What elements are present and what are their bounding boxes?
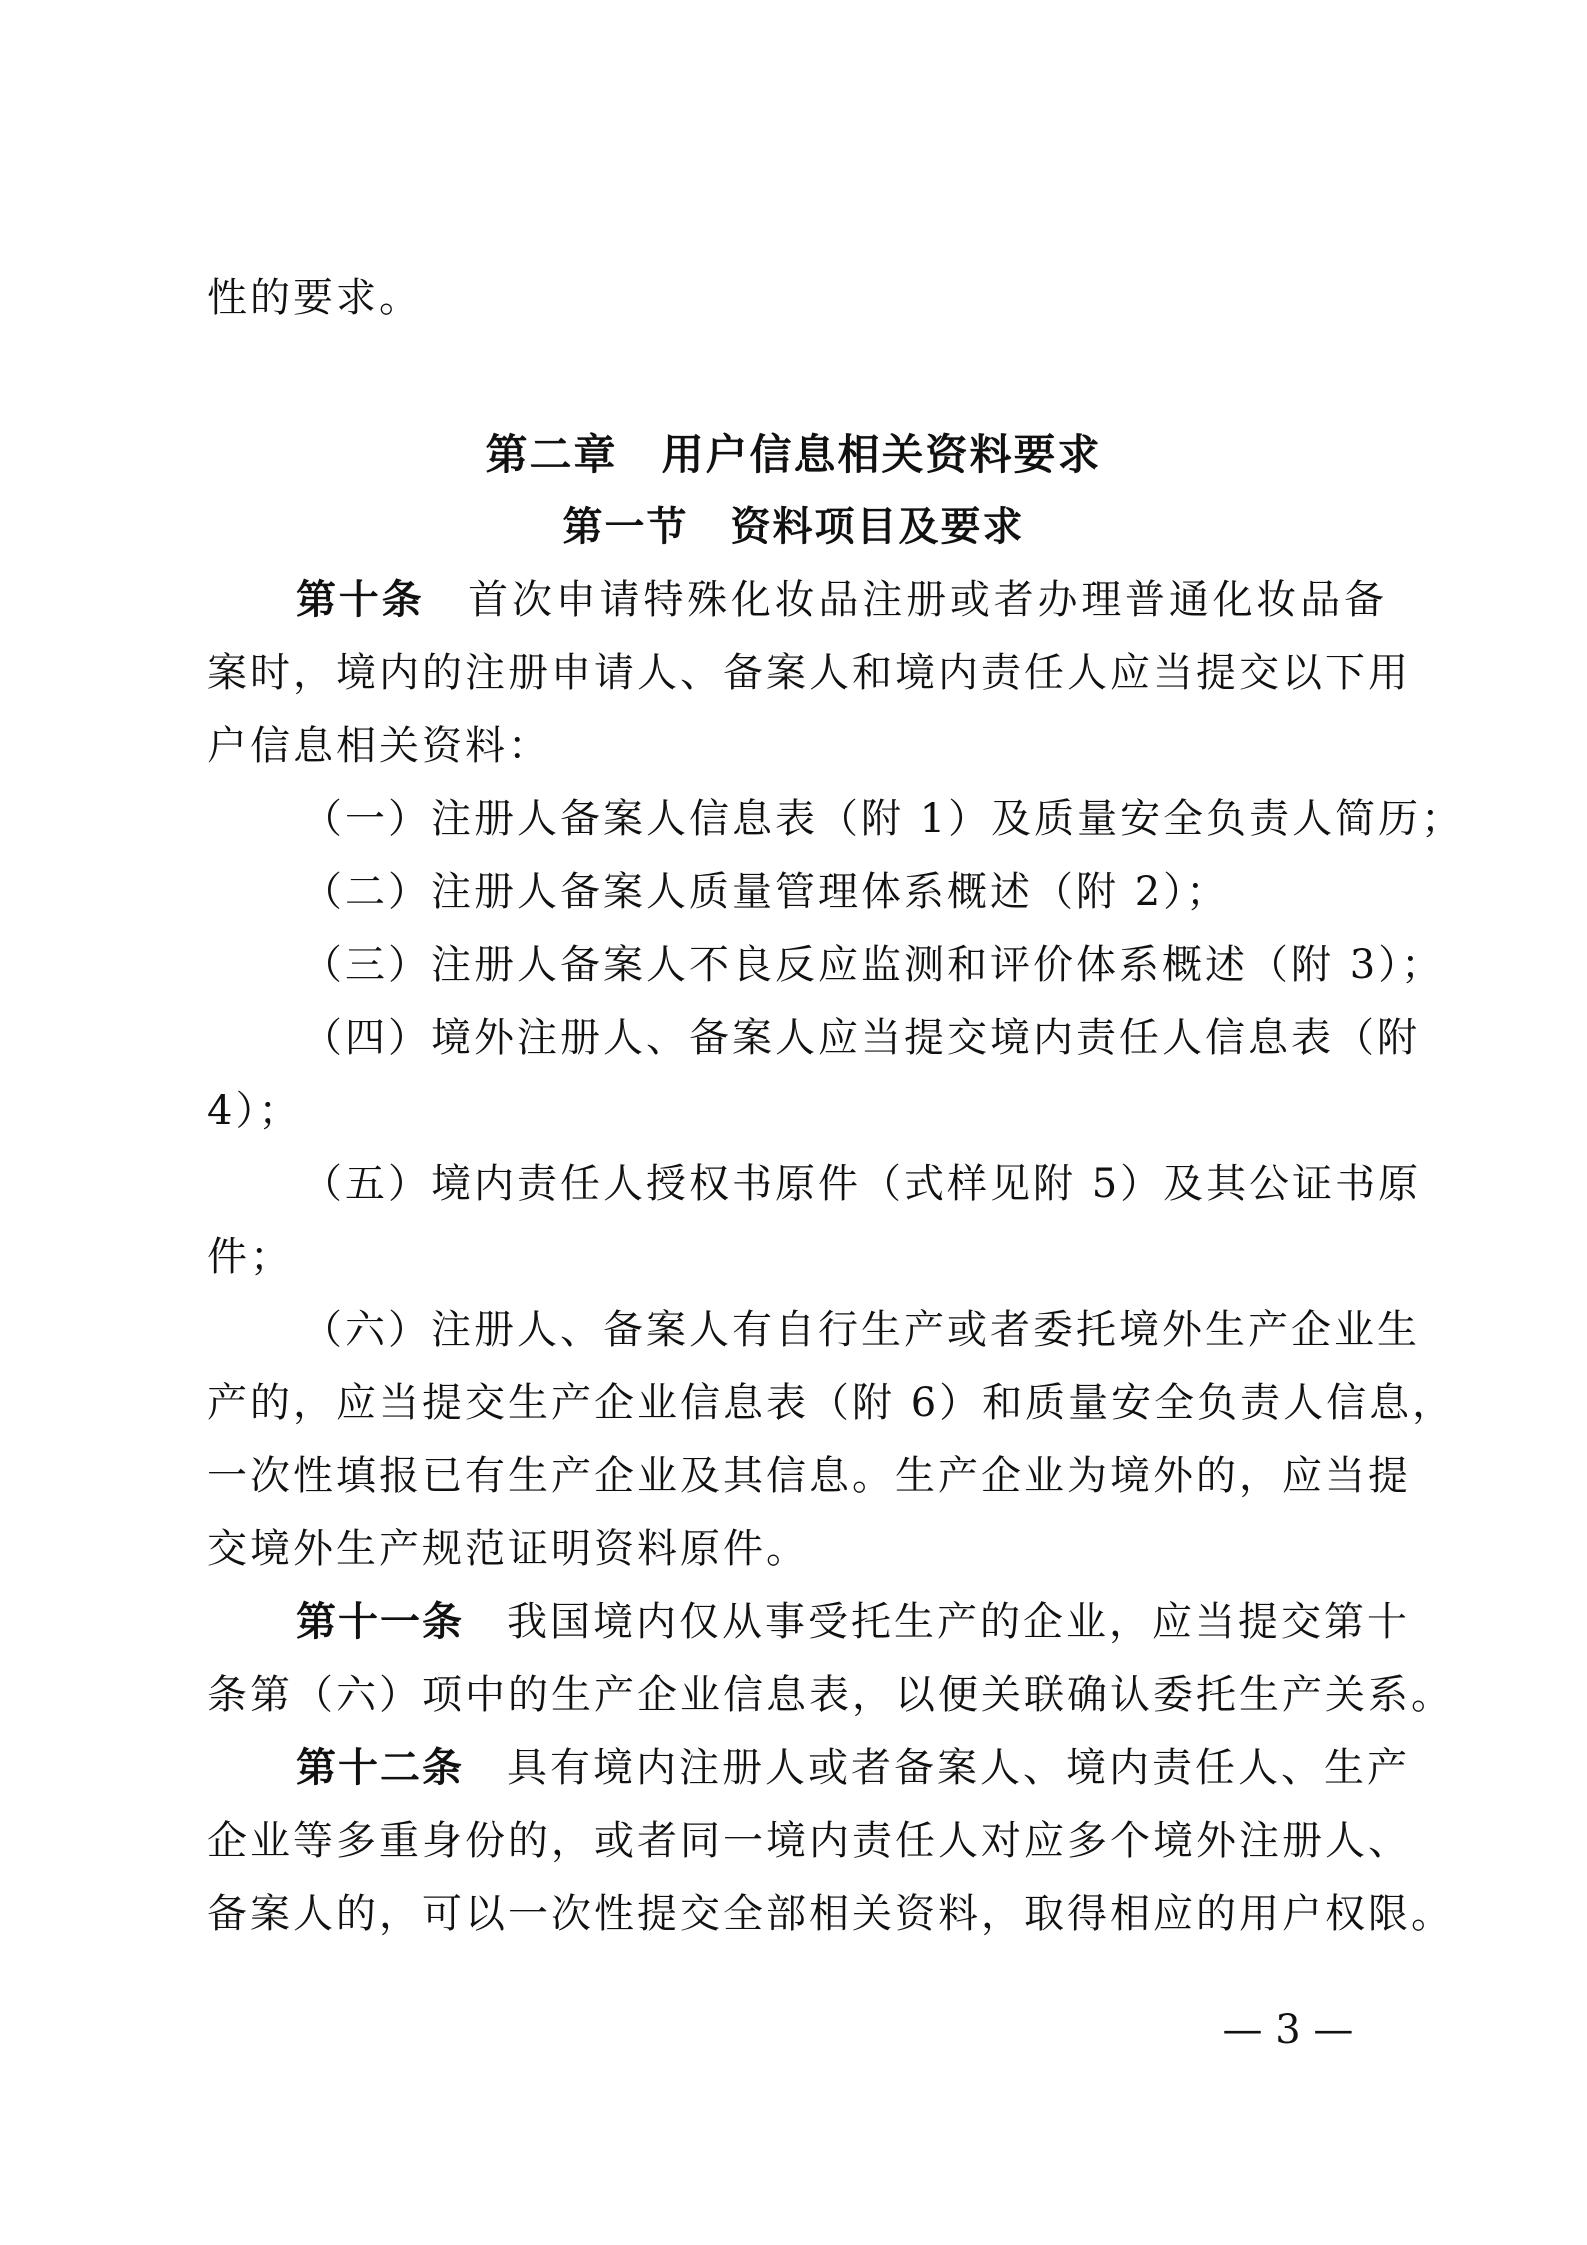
list-item-6-line-3: 一次性填报已有生产企业及其信息。生产企业为境外的，应当提	[207, 1453, 1411, 1499]
list-item-6-line-2: 产的，应当提交生产企业信息表（附 6）和质量安全负责人信息，	[207, 1380, 1456, 1426]
list-item-2: （二）注册人备案人质量管理体系概述（附 2）；	[302, 869, 1230, 915]
article-10-line-3: 户信息相关资料：	[207, 723, 551, 769]
list-item-5-line-1: （五）境内责任人授权书原件（式样见附 5）及其公证书原	[302, 1161, 1422, 1207]
article-11-line-2: 条第（六）项中的生产企业信息表，以便关联确认委托生产关系。	[207, 1672, 1454, 1718]
list-item-3: （三）注册人备案人不良反应监测和评价体系概述（附 3）；	[302, 942, 1445, 988]
article-11-line-1: 第十一条 我国境内仅从事受托生产的企业，应当提交第十	[296, 1599, 1410, 1645]
article-10-label: 第十条	[296, 577, 425, 623]
article-12-line-2: 企业等多重身份的，或者同一境内责任人对应多个境外注册人、	[207, 1818, 1411, 1864]
article-10-line-1: 第十条 首次申请特殊化妆品注册或者办理普通化妆品备	[296, 577, 1388, 623]
section-title: 第一节 资料项目及要求	[562, 504, 1025, 550]
article-12-line-3: 备案人的，可以一次性提交全部相关资料，取得相应的用户权限。	[207, 1891, 1454, 1937]
article-11-label: 第十一条	[296, 1599, 464, 1645]
list-item-4-line-1: （四）境外注册人、备案人应当提交境内责任人信息表（附	[302, 1015, 1420, 1061]
list-item-1: （一）注册人备案人信息表（附 1）及质量安全负责人简历；	[302, 796, 1465, 842]
paragraph-line: 性的要求。	[207, 275, 422, 321]
list-item-6-line-4: 交境外生产规范证明资料原件。	[207, 1526, 809, 1572]
article-12-line-1: 第十二条 具有境内注册人或者备案人、境内责任人、生产	[296, 1745, 1410, 1791]
page-number: — 3 —	[1222, 2007, 1354, 2053]
list-item-6-line-1: （六）注册人、备案人有自行生产或者委托境外生产企业生	[302, 1307, 1420, 1353]
article-12-label: 第十二条	[296, 1745, 464, 1791]
list-item-5-line-2: 件；	[207, 1234, 293, 1280]
chapter-title: 第二章 用户信息相关资料要求	[485, 430, 1102, 479]
article-10-line-2: 案时，境内的注册申请人、备案人和境内责任人应当提交以下用	[207, 650, 1411, 696]
list-item-4-line-2: 4）；	[207, 1088, 302, 1134]
